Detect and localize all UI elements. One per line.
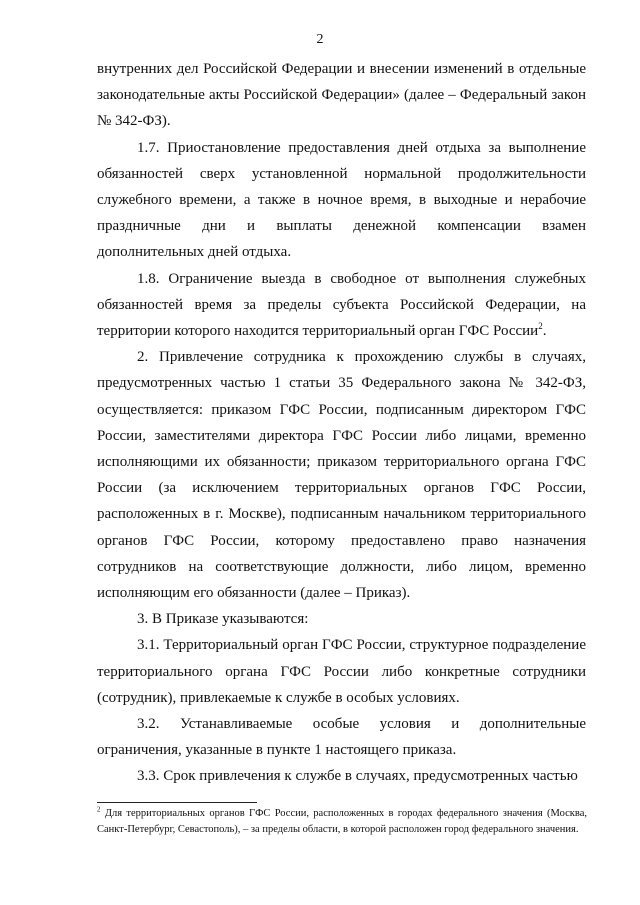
paragraph-1-8 xyxy=(97,266,586,345)
footnote-reference: 2 xyxy=(538,321,543,332)
footnote-divider xyxy=(97,802,257,803)
paragraph-1-7: 1.7. Приостановление предоставления дней отдыха за выполнение обязанностей сверх установленной нормальной продолжительности служебного времени, а также в ночное время, в выходные и нерабочие праздничные дни и выплаты денежной компенсации взамен дополнительных дней отдыха. xyxy=(97,139,586,261)
paragraph-3: 3. В Приказе указываются: xyxy=(137,611,309,628)
paragraph-2: 2. Привлечение сотрудника к прохождению службы в случаях, предусмотренных частью 1 статьи 35 Федерального закона № 342-ФЗ, осуществляется: приказом ГФС России, подписанным директором ГФС России, заместителями директора ГФС России либо лицами, временно исполняющими их обязанности; приказом территориального органа ГФС России (за исключением территориальных органов ГФС России, расположенных в г. Москве), подписанным начальником территориального органов ГФС России, которому предоставлено право назначения сотрудников на соответствующие должности, либо лицом, временно исполняющим его обязанности (далее – Приказ). xyxy=(97,349,586,602)
paragraph-1-8-end: . xyxy=(542,323,547,340)
paragraph-3-1: 3.1. Территориальный орган ГФС России, структурное подразделение территориального органа ГФС России либо конкретные сотрудники (сотрудник), привлекаемые к службе в особых условиях. xyxy=(97,637,586,706)
page-number: 2 xyxy=(316,32,324,47)
paragraph-3-3: 3.3. Срок привлечения к службе в случаях, предусмотренных частью xyxy=(137,768,578,785)
document-body xyxy=(97,56,586,790)
paragraph-continuation: внутренних дел Российской Федерации и внесении изменений в отдельные законодательные акты Российской Федерации» (далее – Федеральный закон № 342-ФЗ). xyxy=(97,61,586,130)
paragraph-3-2: 3.2. Устанавливаемые особые условия и дополнительные ограничения, указанные в пункте 1 настоящего приказа. xyxy=(97,716,586,759)
footnote-mark: 2 xyxy=(97,805,101,814)
footnote xyxy=(97,806,587,837)
paragraph-1-8-text: 1.8. Ограничение выезда в свободное от выполнения служебных обязанностей время за пределы субъекта Российской Федерации, на территории которого находится территориальный орган ГФС России xyxy=(97,270,586,340)
footnote-text: Для территориальных органов ГФС России, расположенных в городах федерального значения (Москва, Санкт-Петербург, Севастополь), – за пределы области, в которой расположен город федерального значения. xyxy=(97,808,588,835)
